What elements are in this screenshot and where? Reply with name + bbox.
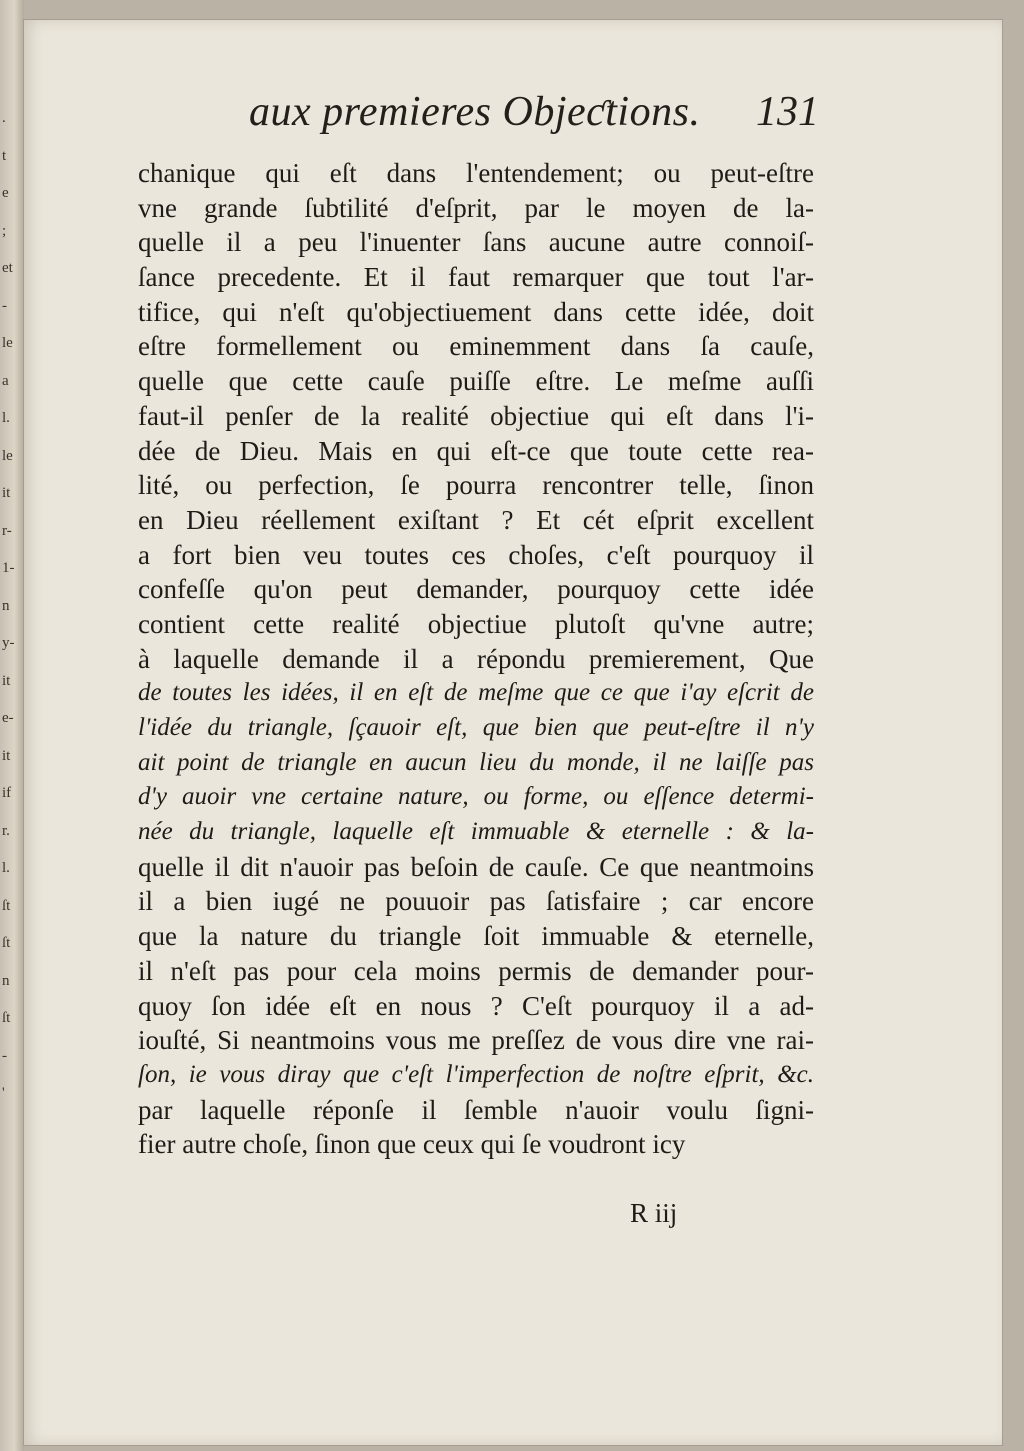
text-line: fier autre choſe, ſinon que ceux qui ſe voudront icy bbox=[138, 1129, 686, 1160]
text-line: contient cette realité objectiue plutoſt qu'vne autre; bbox=[138, 608, 814, 639]
gutter-mark: it bbox=[2, 485, 11, 501]
running-head-title: aux premieres Objeƈtions. bbox=[249, 89, 701, 135]
gutter-mark: n bbox=[2, 597, 10, 614]
gutter-mark: ſt bbox=[2, 935, 11, 951]
text-line: ſance precedente. Et il faut remarquer que tout l'ar- bbox=[138, 262, 814, 293]
gutter-mark: e bbox=[2, 185, 9, 201]
text-line: eſtre formellement ou eminemment dans ſa cauſe, bbox=[138, 331, 814, 362]
text-line: par laquelle réponſe il ſemble n'auoir voulu ſigni- bbox=[138, 1094, 814, 1125]
text-line: quelle il dit n'auoir pas beſoin de cauſe. Ce que neantmoins bbox=[138, 851, 814, 882]
text-line: faut-il penſer de la realité objectiue qui eſt dans l'i- bbox=[138, 400, 814, 431]
gutter-mark: ; bbox=[2, 222, 7, 239]
gutter-mark: n bbox=[2, 972, 10, 989]
gutter-mark: le bbox=[2, 335, 13, 351]
text-line: a fort bien veu toutes ces choſes, c'eſt pourquoy il bbox=[138, 539, 814, 570]
text-line: il n'eſt pas pour cela moins permis de demander pour- bbox=[138, 955, 814, 986]
text-line: lité, ou perfection, ſe pourra rencontrer telle, ſinon bbox=[138, 470, 814, 501]
running-head bbox=[249, 88, 819, 148]
book-page bbox=[24, 20, 1002, 1445]
text-line: quelle il a peu l'inuenter ſans aucune autre connoiſ- bbox=[138, 227, 814, 258]
text-line: à laquelle demande il a répondu premierement, Que bbox=[138, 643, 814, 674]
signature-mark: R iij bbox=[630, 1198, 678, 1228]
gutter-mark: l. bbox=[2, 410, 10, 426]
gutter-mark: - bbox=[2, 297, 7, 314]
gutter-mark: l. bbox=[2, 860, 10, 876]
text-line: confeſſe qu'on peut demander, pourquoy cette idée bbox=[138, 574, 814, 605]
text-line: ſon, ie vous diray que c'eſt l'imperfection de noſtre eſprit, &c. bbox=[138, 1060, 814, 1088]
facing-page-edge bbox=[0, 0, 24, 1451]
text-line: iouſté, Si neantmoins vous me preſſez de vous dire vne rai- bbox=[138, 1025, 814, 1056]
text-line: il a bien iugé ne pouuoir pas ſatisfaire ; car encore bbox=[138, 886, 814, 917]
text-line: née du triangle, laquelle eſt immuable & eternelle : & la- bbox=[138, 818, 814, 846]
gutter-mark: t bbox=[2, 147, 7, 164]
text-line: en Dieu réellement exiſtant ? Et cét eſprit excellent bbox=[138, 504, 814, 535]
gutter-mark: ſt bbox=[2, 1010, 11, 1026]
text-line: vne grande ſubtilité d'eſprit, par le moyen de la- bbox=[138, 192, 814, 223]
gutter-mark: ſt bbox=[2, 897, 11, 914]
text-line: que la nature du triangle ſoit immuable & eternelle, bbox=[138, 921, 814, 952]
gutter-mark: le bbox=[2, 447, 13, 464]
text-line: quelle que cette cauſe puiſſe eſtre. Le meſme auſſi bbox=[138, 366, 814, 397]
gutter-mark: y- bbox=[2, 635, 15, 651]
text-line: ait point de triangle en aucun lieu du monde, il ne laiſſe pas bbox=[138, 748, 814, 776]
text-line: quoy ſon idée eſt en nous ? C'eſt pourquoy il a ad- bbox=[138, 990, 814, 1021]
body-text bbox=[138, 156, 814, 1162]
gutter-mark: it bbox=[2, 672, 11, 689]
gutter-mark: if bbox=[2, 785, 12, 801]
gutter-mark: a bbox=[2, 372, 9, 389]
text-line: de toutes les idées, il en eſt de meſme que ce que i'ay eſcrit de bbox=[138, 679, 814, 707]
gutter-mark: 1- bbox=[2, 560, 15, 576]
page-number: 131 bbox=[756, 89, 819, 135]
text-line: l'idée du triangle, ſçauoir eſt, que bien que peut-eſtre il n'y bbox=[138, 714, 814, 741]
text-line: chanique qui eſt dans l'entendement; ou peut-eſtre bbox=[138, 158, 814, 188]
gutter-mark: ' bbox=[2, 1085, 5, 1101]
text-line: d'y auoir vne certaine nature, ou forme, ou eſſence determi- bbox=[138, 783, 814, 811]
text-line: dée de Dieu. Mais en qui eſt-ce que toute cette rea- bbox=[138, 435, 814, 466]
gutter-mark: - bbox=[2, 1047, 7, 1064]
gutter-mark: e- bbox=[2, 710, 14, 726]
gutter-mark: r- bbox=[2, 522, 12, 539]
gutter-mark: r. bbox=[2, 822, 10, 839]
text-line: tifice, qui n'eſt qu'objectiuement dans cette idée, doit bbox=[138, 296, 814, 327]
gutter-mark: et bbox=[2, 260, 13, 276]
gutter-mark: . bbox=[2, 110, 6, 126]
gutter-mark: it bbox=[2, 747, 11, 764]
